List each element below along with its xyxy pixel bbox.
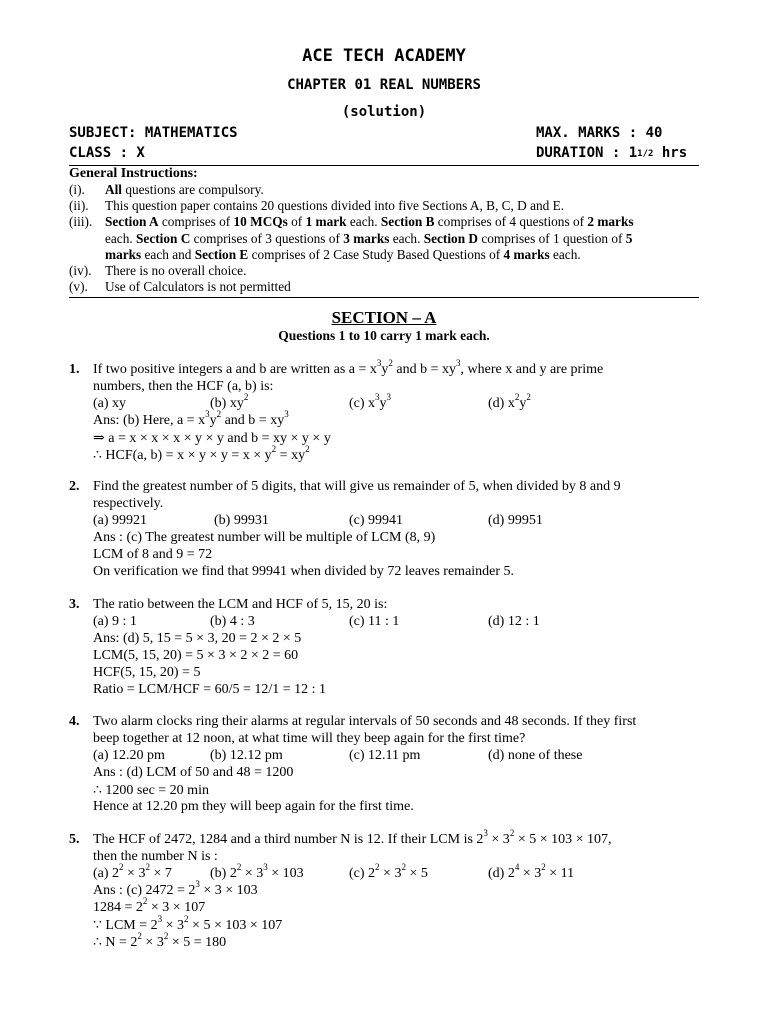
question-3-option-d: (d) 12 : 1 bbox=[488, 614, 540, 629]
instruction-num-3: (iii). bbox=[69, 214, 93, 229]
question-2-text-line2: respectively. bbox=[93, 496, 164, 511]
question-3-option-b: (b) 4 : 3 bbox=[210, 614, 255, 629]
question-4-solution-line3: Hence at 12.20 pm they will beep again for the first time. bbox=[93, 799, 414, 814]
question-1-option-b: (b) $xy^2$ bbox=[210, 392, 249, 411]
question-number-3: 3. bbox=[69, 597, 80, 612]
duration-fraction: 1/2 bbox=[637, 149, 654, 159]
question-3-solution-line2: LCM(5, 15, 20) = 5 × 3 × 2 × 2 = 60 bbox=[93, 648, 299, 663]
question-5-option-a: (a) $2^2 \times 3^2 \times 7$ bbox=[93, 862, 172, 881]
question-2-solution-line1: Ans : (c) The greatest number will be multiple of LCM (8, 9) bbox=[93, 530, 436, 545]
question-3-solution-line4: Ratio = LCM/HCF = 60/5 = 12/1 = 12 : 1 bbox=[93, 682, 327, 697]
question-4-solution-line1: Ans : (d) LCM of 50 and 48 = 1200 bbox=[93, 765, 294, 780]
instructions-title: General Instructions: bbox=[69, 166, 198, 181]
question-3-solution-line3: HCF(5, 15, 20) = 5 bbox=[93, 665, 201, 680]
question-2-option-c: (c) 99941 bbox=[349, 513, 404, 528]
question-1-option-a: (a) xy bbox=[93, 396, 127, 411]
question-4-option-c: (c) 12.11 pm bbox=[349, 748, 421, 763]
section-title: SECTION – A bbox=[331, 308, 437, 327]
question-5-solution-line1: Ans : (c) $2472 = 2^3 \times 3 \times 103$ bbox=[93, 879, 258, 898]
instruction-item-3-line2: each. Section C comprises of 3 questions of 3 marks each. Section D comprises of 1 question of 5 bbox=[105, 231, 633, 246]
class-label: CLASS : X bbox=[69, 145, 145, 161]
section-subtitle: Questions 1 to 10 carry 1 mark each. bbox=[278, 328, 490, 343]
question-5-option-d: (d) $2^4 \times 3^2 \times 11$ bbox=[488, 862, 575, 881]
question-5-solution-line2: $1284 = 2^2 \times 3 \times 107$ bbox=[93, 896, 206, 915]
instruction-item-3-line1: Section A comprises of 10 MCQs of 1 mark each. Section B comprises of 4 questions of 2 marks bbox=[105, 214, 634, 229]
max-marks-label: MAX. MARKS : 40 bbox=[536, 125, 663, 141]
question-3-text-line1: The ratio between the LCM and HCF of 5, 15, 20 is: bbox=[93, 597, 388, 612]
duration-unit: hrs bbox=[653, 145, 688, 161]
question-2-option-a: (a) 99921 bbox=[93, 513, 148, 528]
chapter-title: CHAPTER 01 REAL NUMBERS bbox=[287, 77, 481, 93]
question-4-option-a: (a) 12.20 pm bbox=[93, 748, 165, 763]
question-1-solution-line2: ⇒ a = x × x × x × y × y and b = xy × y × y bbox=[93, 431, 331, 446]
instruction-item-4: There is no overall choice. bbox=[105, 263, 247, 278]
question-4-option-d: (d) none of these bbox=[488, 748, 583, 763]
question-4-text-line1: Two alarm clocks ring their alarms at regular intervals of 50 seconds and 48 seconds. If they first bbox=[93, 714, 637, 729]
question-4-option-b: (b) 12.12 pm bbox=[210, 748, 283, 763]
question-number-5: 5. bbox=[69, 832, 80, 847]
question-1-solution-line1: Ans: (b) Here, $a = x^3y^2$ and $b = xy^3$ bbox=[93, 409, 289, 428]
solution-subtitle: (solution) bbox=[341, 104, 427, 120]
duration-label bbox=[536, 145, 687, 161]
duration-text: DURATION : 1 bbox=[536, 145, 638, 161]
instructions-divider bbox=[69, 297, 699, 298]
instruction-text: questions are compulsory. bbox=[122, 182, 264, 197]
question-5-solution-line4: ∴ $N = 2^2 \times 3^2 \times 5 = 180$ bbox=[93, 931, 227, 950]
instruction-num-1: (i). bbox=[69, 182, 85, 197]
question-5-option-b: (b) $2^2 \times 3^3 \times 103$ bbox=[210, 862, 304, 881]
question-1-solution-line3: ∴ HCF(a, $b) = x \times y \times y = x \times y^2 = xy^2$ bbox=[93, 444, 310, 463]
question-2-option-d: (d) 99951 bbox=[488, 513, 543, 528]
instruction-num-2: (ii). bbox=[69, 198, 89, 213]
question-2-solution-line2: LCM of 8 and 9 = 72 bbox=[93, 547, 213, 562]
question-1-option-c: (c) $x^3y^3$ bbox=[349, 392, 392, 411]
question-5-solution-line3: ∵ LCM = $2^3 \times 3^2 \times 5 \times 103 \times 107$ bbox=[93, 914, 283, 933]
question-1-option-d: (d) $x^2y^2$ bbox=[488, 392, 531, 411]
question-2-solution-line3: On verification we find that 99941 when divided by 72 leaves remainder 5. bbox=[93, 564, 515, 579]
question-4-text-line2: beep together at 12 noon, at what time will they beep again for the first time? bbox=[93, 731, 526, 746]
question-5-text-line2: then the number N is : bbox=[93, 849, 218, 864]
question-4-solution-line2: ∴ 1200 sec = 20 min bbox=[93, 783, 209, 798]
question-3-option-c: (c) 11 : 1 bbox=[349, 614, 400, 629]
question-3-solution-line1: Ans: (d) 5, 15 = 5 × 3, 20 = 2 × 2 × 5 bbox=[93, 631, 302, 646]
instruction-item-1 bbox=[105, 182, 264, 198]
question-5-text-line1: The HCF of 2472, 1284 and a third number N is 12. If their LCM is $2^3 \times 3^2 \times 5 \times 103 \times 107$, bbox=[93, 828, 612, 847]
instruction-num-5: (v). bbox=[69, 279, 88, 294]
question-number-1: 1. bbox=[69, 362, 80, 377]
instruction-item-2: This question paper contains 20 questions divided into five Sections A, B, C, D and E. bbox=[105, 198, 565, 213]
question-2-option-b: (b) 99931 bbox=[214, 513, 269, 528]
question-2-text-line1: Find the greatest number of 5 digits, that will give us remainder of 5, when divided by 8 and 9 bbox=[93, 479, 621, 494]
question-number-4: 4. bbox=[69, 714, 80, 729]
instruction-bold: All bbox=[105, 182, 122, 197]
question-number-2: 2. bbox=[69, 479, 80, 494]
instruction-item-3-line3: marks each and Section E comprises of 2 Case Study Based Questions of 4 marks each. bbox=[105, 247, 581, 262]
academy-title: ACE TECH ACADEMY bbox=[302, 46, 466, 66]
question-5-option-c: (c) $2^2 \times 3^2 \times 5$ bbox=[349, 862, 428, 881]
question-3-option-a: (a) 9 : 1 bbox=[93, 614, 137, 629]
question-1-text-line1: If two positive integers a and b are written as $a = x^3y^2$ and $b = xy^3$, where x and y are prime bbox=[93, 358, 604, 377]
instruction-item-5: Use of Calculators is not permitted bbox=[105, 279, 291, 294]
instruction-num-4: (iv). bbox=[69, 263, 92, 278]
question-1-text-line2: numbers, then the HCF (a, b) is: bbox=[93, 379, 274, 394]
subject-label: SUBJECT: MATHEMATICS bbox=[69, 125, 238, 141]
